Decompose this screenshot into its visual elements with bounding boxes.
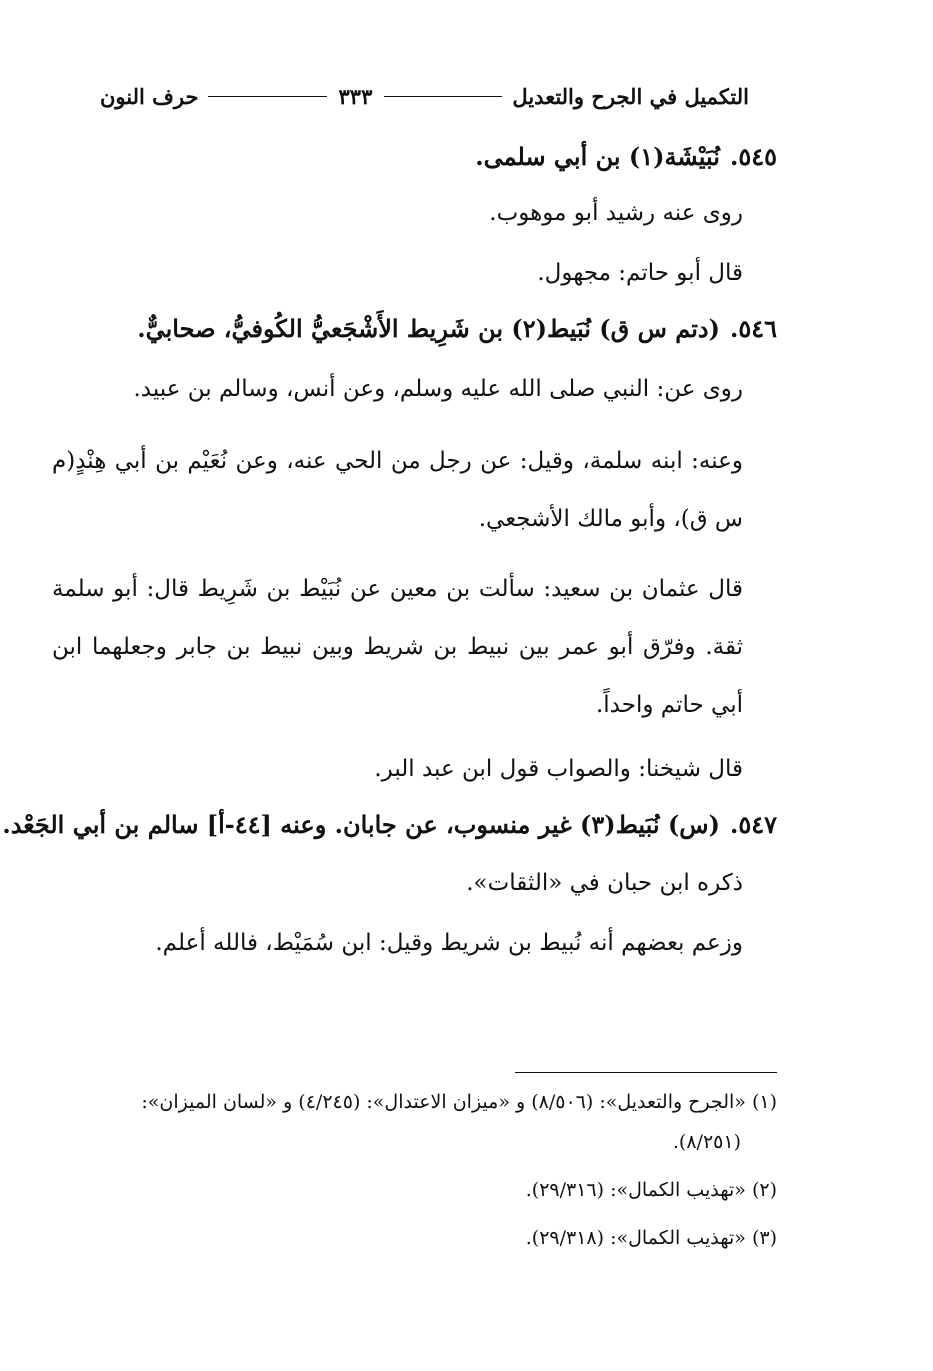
footnote-continuation: (٨/٢٥١).: [672, 1131, 741, 1153]
entry-heading: [52, 140, 777, 174]
footnote: [52, 1224, 777, 1252]
entry-paragraph: قال شيخنا: والصواب قول ابن عبد البر.: [374, 756, 743, 782]
footnote-marker: (٣): [751, 1227, 777, 1249]
header-rule-left: [208, 96, 326, 97]
entry-paragraph: قال عثمان بن سعيد: سألت بن معين عن نُبَيْط بن شَرِيط قال: أبو سلمة ثقة. وفرّق أبو عمر بين نبيط بن شريط وبين نبيط بن جابر وجعلهما ابن أبي حاتم واحداً.: [52, 576, 743, 718]
entry-number: ٥٤٥.: [729, 142, 777, 171]
footnote-separator: [515, 1072, 777, 1073]
entry-paragraph: وزعم بعضهم أنه نُبيط بن شريط وقيل: ابن سُمَيْط، فالله أعلم.: [155, 930, 743, 956]
footnote: [52, 1176, 777, 1204]
header-rule-right: [384, 96, 502, 97]
entry-paragraph: ذكره ابن حبان في «الثقات».: [466, 870, 743, 896]
book-title: التكميل في الجرح والتعديل: [512, 83, 749, 109]
entry-heading: [2, 808, 777, 842]
entry-title: (س) نُبَيط(٣) غير منسوب، عن جابان. وعنه [٤٤-أ] سالم بن أبي الجَعْد.: [2, 810, 720, 839]
footnote-text: «تهذيب الكمال»: (٢٩/٣١٦).: [525, 1179, 746, 1201]
footnote-marker: (٢): [751, 1179, 777, 1201]
section-title: حرف النون: [99, 83, 199, 109]
footnote: [52, 1088, 777, 1156]
footnote-text: «تهذيب الكمال»: (٢٩/٣١٨).: [525, 1227, 746, 1249]
main-text: [2, 140, 777, 960]
entry-title: (دتم س ق) نُبَيط(٢) بن شَرِيط الأَشْجَعيُّ الكُوفيُّ، صحابيٌّ.: [137, 314, 720, 343]
entry-number: ٥٤٦.: [729, 314, 777, 343]
footnotes: [52, 1088, 777, 1272]
entry-paragraph: قال أبو حاتم: مجهول.: [537, 260, 743, 286]
entry-paragraph: وعنه: ابنه سلمة، وقيل: عن رجل من الحي عنه، وعن نُعَيْم بن أبي هِنْدٍ(م س ق)، وأبو مالك الأشجعي.: [52, 448, 743, 532]
footnote-text: «الجرح والتعديل»: (٨/٥٠٦) و «ميزان الاعتدال»: (٤/٢٤٥) و «لسان الميزان»:: [141, 1091, 746, 1113]
entry-number: ٥٤٧.: [729, 810, 777, 839]
footnote-marker: (١): [751, 1091, 777, 1113]
entry-title: نُبَيْشَة(١) بن أبي سلمى.: [475, 142, 720, 171]
page-number: ٣٣٣: [338, 83, 373, 109]
entry-heading: [52, 312, 777, 346]
entry-paragraph: روى عنه رشيد أبو موهوب.: [489, 200, 743, 226]
running-header: [100, 78, 749, 114]
entry-paragraph: روى عن: النبي صلى الله عليه وسلم، وعن أنس، وسالم بن عبيد.: [133, 376, 743, 402]
